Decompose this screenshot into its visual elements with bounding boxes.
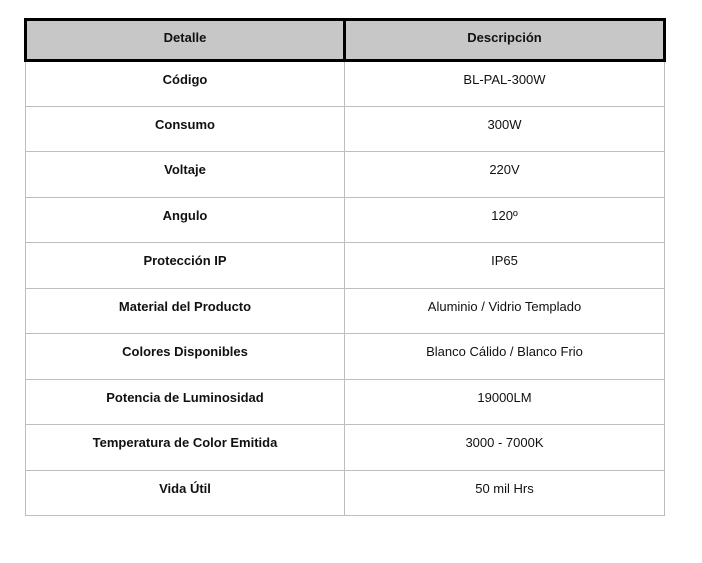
row-detail: Protección IP bbox=[26, 243, 345, 289]
row-description: 50 mil Hrs bbox=[345, 470, 665, 516]
row-description: BL-PAL-300W bbox=[345, 61, 665, 107]
row-description: 3000 - 7000K bbox=[345, 425, 665, 471]
header-description: Descripción bbox=[345, 20, 665, 61]
row-description: IP65 bbox=[345, 243, 665, 289]
row-detail: Vida Útil bbox=[26, 470, 345, 516]
row-description: 220V bbox=[345, 152, 665, 198]
table-row bbox=[26, 288, 665, 334]
table-row bbox=[26, 106, 665, 152]
row-description: Aluminio / Vidrio Templado bbox=[345, 288, 665, 334]
row-description: 120º bbox=[345, 197, 665, 243]
row-detail: Consumo bbox=[26, 106, 345, 152]
row-description: 300W bbox=[345, 106, 665, 152]
row-description: Blanco Cálido / Blanco Frio bbox=[345, 334, 665, 380]
spec-table bbox=[24, 18, 666, 516]
table-row bbox=[26, 152, 665, 198]
table-row bbox=[26, 334, 665, 380]
row-detail: Temperatura de Color Emitida bbox=[26, 425, 345, 471]
table-row bbox=[26, 197, 665, 243]
table-row bbox=[26, 379, 665, 425]
table-row bbox=[26, 470, 665, 516]
row-detail: Voltaje bbox=[26, 152, 345, 198]
row-detail: Colores Disponibles bbox=[26, 334, 345, 380]
header-detail: Detalle bbox=[26, 20, 345, 61]
row-detail: Código bbox=[26, 61, 345, 107]
table-row bbox=[26, 243, 665, 289]
row-detail: Material del Producto bbox=[26, 288, 345, 334]
row-detail: Angulo bbox=[26, 197, 345, 243]
row-detail: Potencia de Luminosidad bbox=[26, 379, 345, 425]
header-row bbox=[26, 20, 665, 61]
table-row bbox=[26, 425, 665, 471]
row-description: 19000LM bbox=[345, 379, 665, 425]
table-row bbox=[26, 61, 665, 107]
